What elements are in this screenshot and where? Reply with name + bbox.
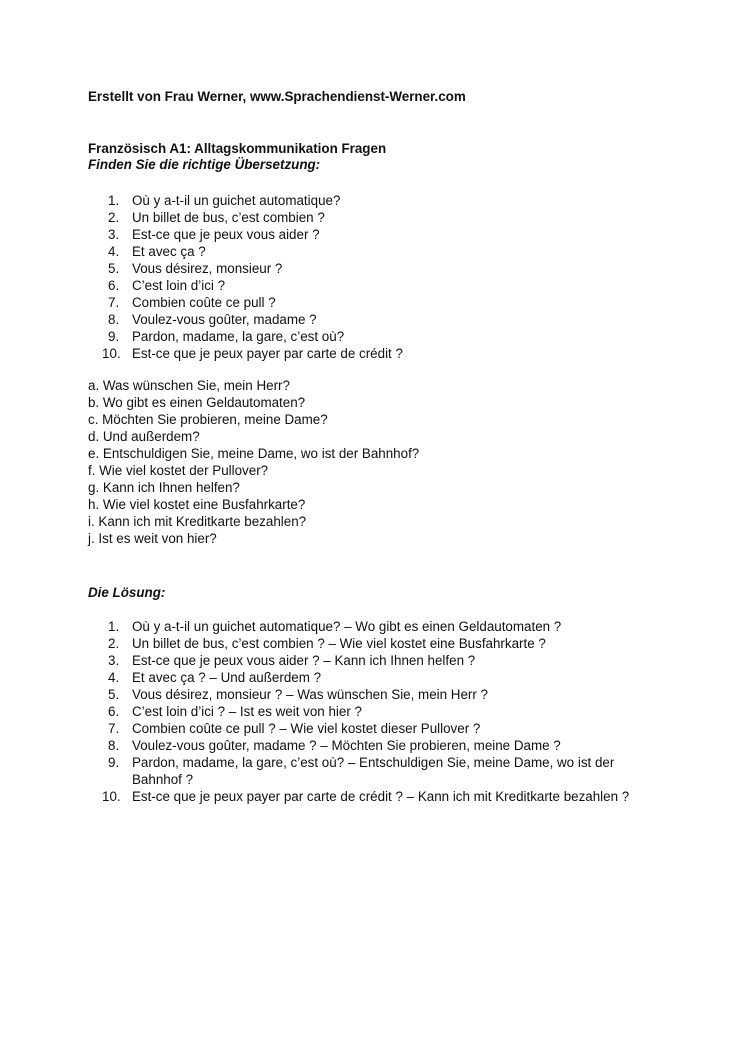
solution-item: [88, 737, 648, 754]
question-item: [88, 209, 688, 226]
solution-item: [88, 669, 648, 686]
solution-item: [88, 618, 648, 635]
translation-item: a. Was wünschen Sie, mein Herr?: [88, 378, 290, 393]
question-text: Voulez-vous goûter, madame ?: [132, 312, 317, 327]
question-item: [88, 345, 688, 362]
question-text: Est-ce que je peux vous aider ?: [132, 227, 320, 242]
translation-item: j. Ist es weit von hier?: [88, 531, 217, 546]
solution-list: [88, 618, 648, 805]
question-number: 2.: [108, 210, 120, 225]
solution-number: 6.: [108, 704, 120, 719]
solution-number: 4.: [108, 670, 120, 685]
solution-text: Est-ce que je peux vous aider ? – Kann ich Ihnen helfen ?: [132, 653, 476, 668]
question-item: [88, 328, 688, 345]
question-item: [88, 192, 688, 209]
solution-number: 1.: [108, 619, 120, 634]
solution-text: Voulez-vous goûter, madame ? – Möchten Sie probieren, meine Dame ?: [132, 738, 561, 753]
question-number: 1.: [108, 193, 120, 208]
question-item: [88, 294, 688, 311]
question-item: [88, 277, 688, 294]
document-header: Erstellt von Frau Werner, www.Sprachendienst-Werner.com: [88, 89, 466, 104]
translation-item: g. Kann ich Ihnen helfen?: [88, 480, 240, 495]
solution-number: 3.: [108, 653, 120, 668]
solution-number: 5.: [108, 687, 120, 702]
solution-item: [88, 686, 648, 703]
solution-title: Die Lösung:: [88, 585, 166, 600]
translation-item: e. Entschuldigen Sie, meine Dame, wo ist der Bahnhof?: [88, 446, 420, 461]
solution-item: [88, 788, 648, 805]
solution-text: Pardon, madame, la gare, c’est où? – Entschuldigen Sie, meine Dame, wo ist der Bahnhof ?: [132, 755, 615, 787]
solution-number: 9.: [108, 755, 120, 770]
question-text: Vous désirez, monsieur ?: [132, 261, 283, 276]
translation-item: i. Kann ich mit Kreditkarte bezahlen?: [88, 514, 307, 529]
solution-item: [88, 652, 648, 669]
question-text: C’est loin d’ici ?: [132, 278, 226, 293]
solution-text: Combien coûte ce pull ? – Wie viel kostet dieser Pullover ?: [132, 721, 481, 736]
translation-list: [88, 377, 688, 547]
question-item: [88, 260, 688, 277]
question-text: Combien coûte ce pull ?: [132, 295, 276, 310]
question-text: Est-ce que je peux payer par carte de crédit ?: [132, 346, 403, 361]
question-item: [88, 243, 688, 260]
question-item: [88, 311, 688, 328]
solution-number: 10.: [102, 789, 121, 804]
solution-text: Vous désirez, monsieur ? – Was wünschen Sie, mein Herr ?: [132, 687, 489, 702]
question-list: [88, 192, 688, 362]
translation-item: f. Wie viel kostet der Pullover?: [88, 463, 269, 478]
question-number: 8.: [108, 312, 120, 327]
translation-item: d. Und außerdem?: [88, 429, 200, 444]
question-number: 6.: [108, 278, 120, 293]
question-number: 7.: [108, 295, 120, 310]
solution-number: 8.: [108, 738, 120, 753]
solution-item: [88, 754, 648, 788]
translation-item: c. Möchten Sie probieren, meine Dame?: [88, 412, 328, 427]
question-text: Où y a-t-il un guichet automatique?: [132, 193, 341, 208]
question-number: 5.: [108, 261, 120, 276]
solution-item: [88, 635, 648, 652]
solution-item: [88, 703, 648, 720]
solution-text: C’est loin d’ici ? – Ist es weit von hier ?: [132, 704, 362, 719]
question-text: Un billet de bus, c’est combien ?: [132, 210, 325, 225]
question-item: [88, 226, 688, 243]
solution-text: Où y a-t-il un guichet automatique? – Wo gibt es einen Geldautomaten ?: [132, 619, 562, 634]
solution-item: [88, 720, 648, 737]
solution-text: Et avec ça ? – Und außerdem ?: [132, 670, 322, 685]
question-number: 4.: [108, 244, 120, 259]
question-number: 3.: [108, 227, 120, 242]
document-title: Französisch A1: Alltagskommunikation Fragen: [88, 141, 387, 156]
question-text: Pardon, madame, la gare, c’est où?: [132, 329, 345, 344]
translation-item: b. Wo gibt es einen Geldautomaten?: [88, 395, 306, 410]
solution-number: 7.: [108, 721, 120, 736]
question-text: Et avec ça ?: [132, 244, 206, 259]
solution-number: 2.: [108, 636, 120, 651]
solution-text: Est-ce que je peux payer par carte de crédit ? – Kann ich mit Kreditkarte bezahlen ?: [132, 789, 630, 804]
question-number: 10.: [102, 346, 121, 361]
solution-text: Un billet de bus, c’est combien ? – Wie viel kostet eine Busfahrkarte ?: [132, 636, 546, 651]
question-number: 9.: [108, 329, 120, 344]
instruction: Finden Sie die richtige Übersetzung:: [88, 157, 321, 172]
translation-item: h. Wie viel kostet eine Busfahrkarte?: [88, 497, 306, 512]
